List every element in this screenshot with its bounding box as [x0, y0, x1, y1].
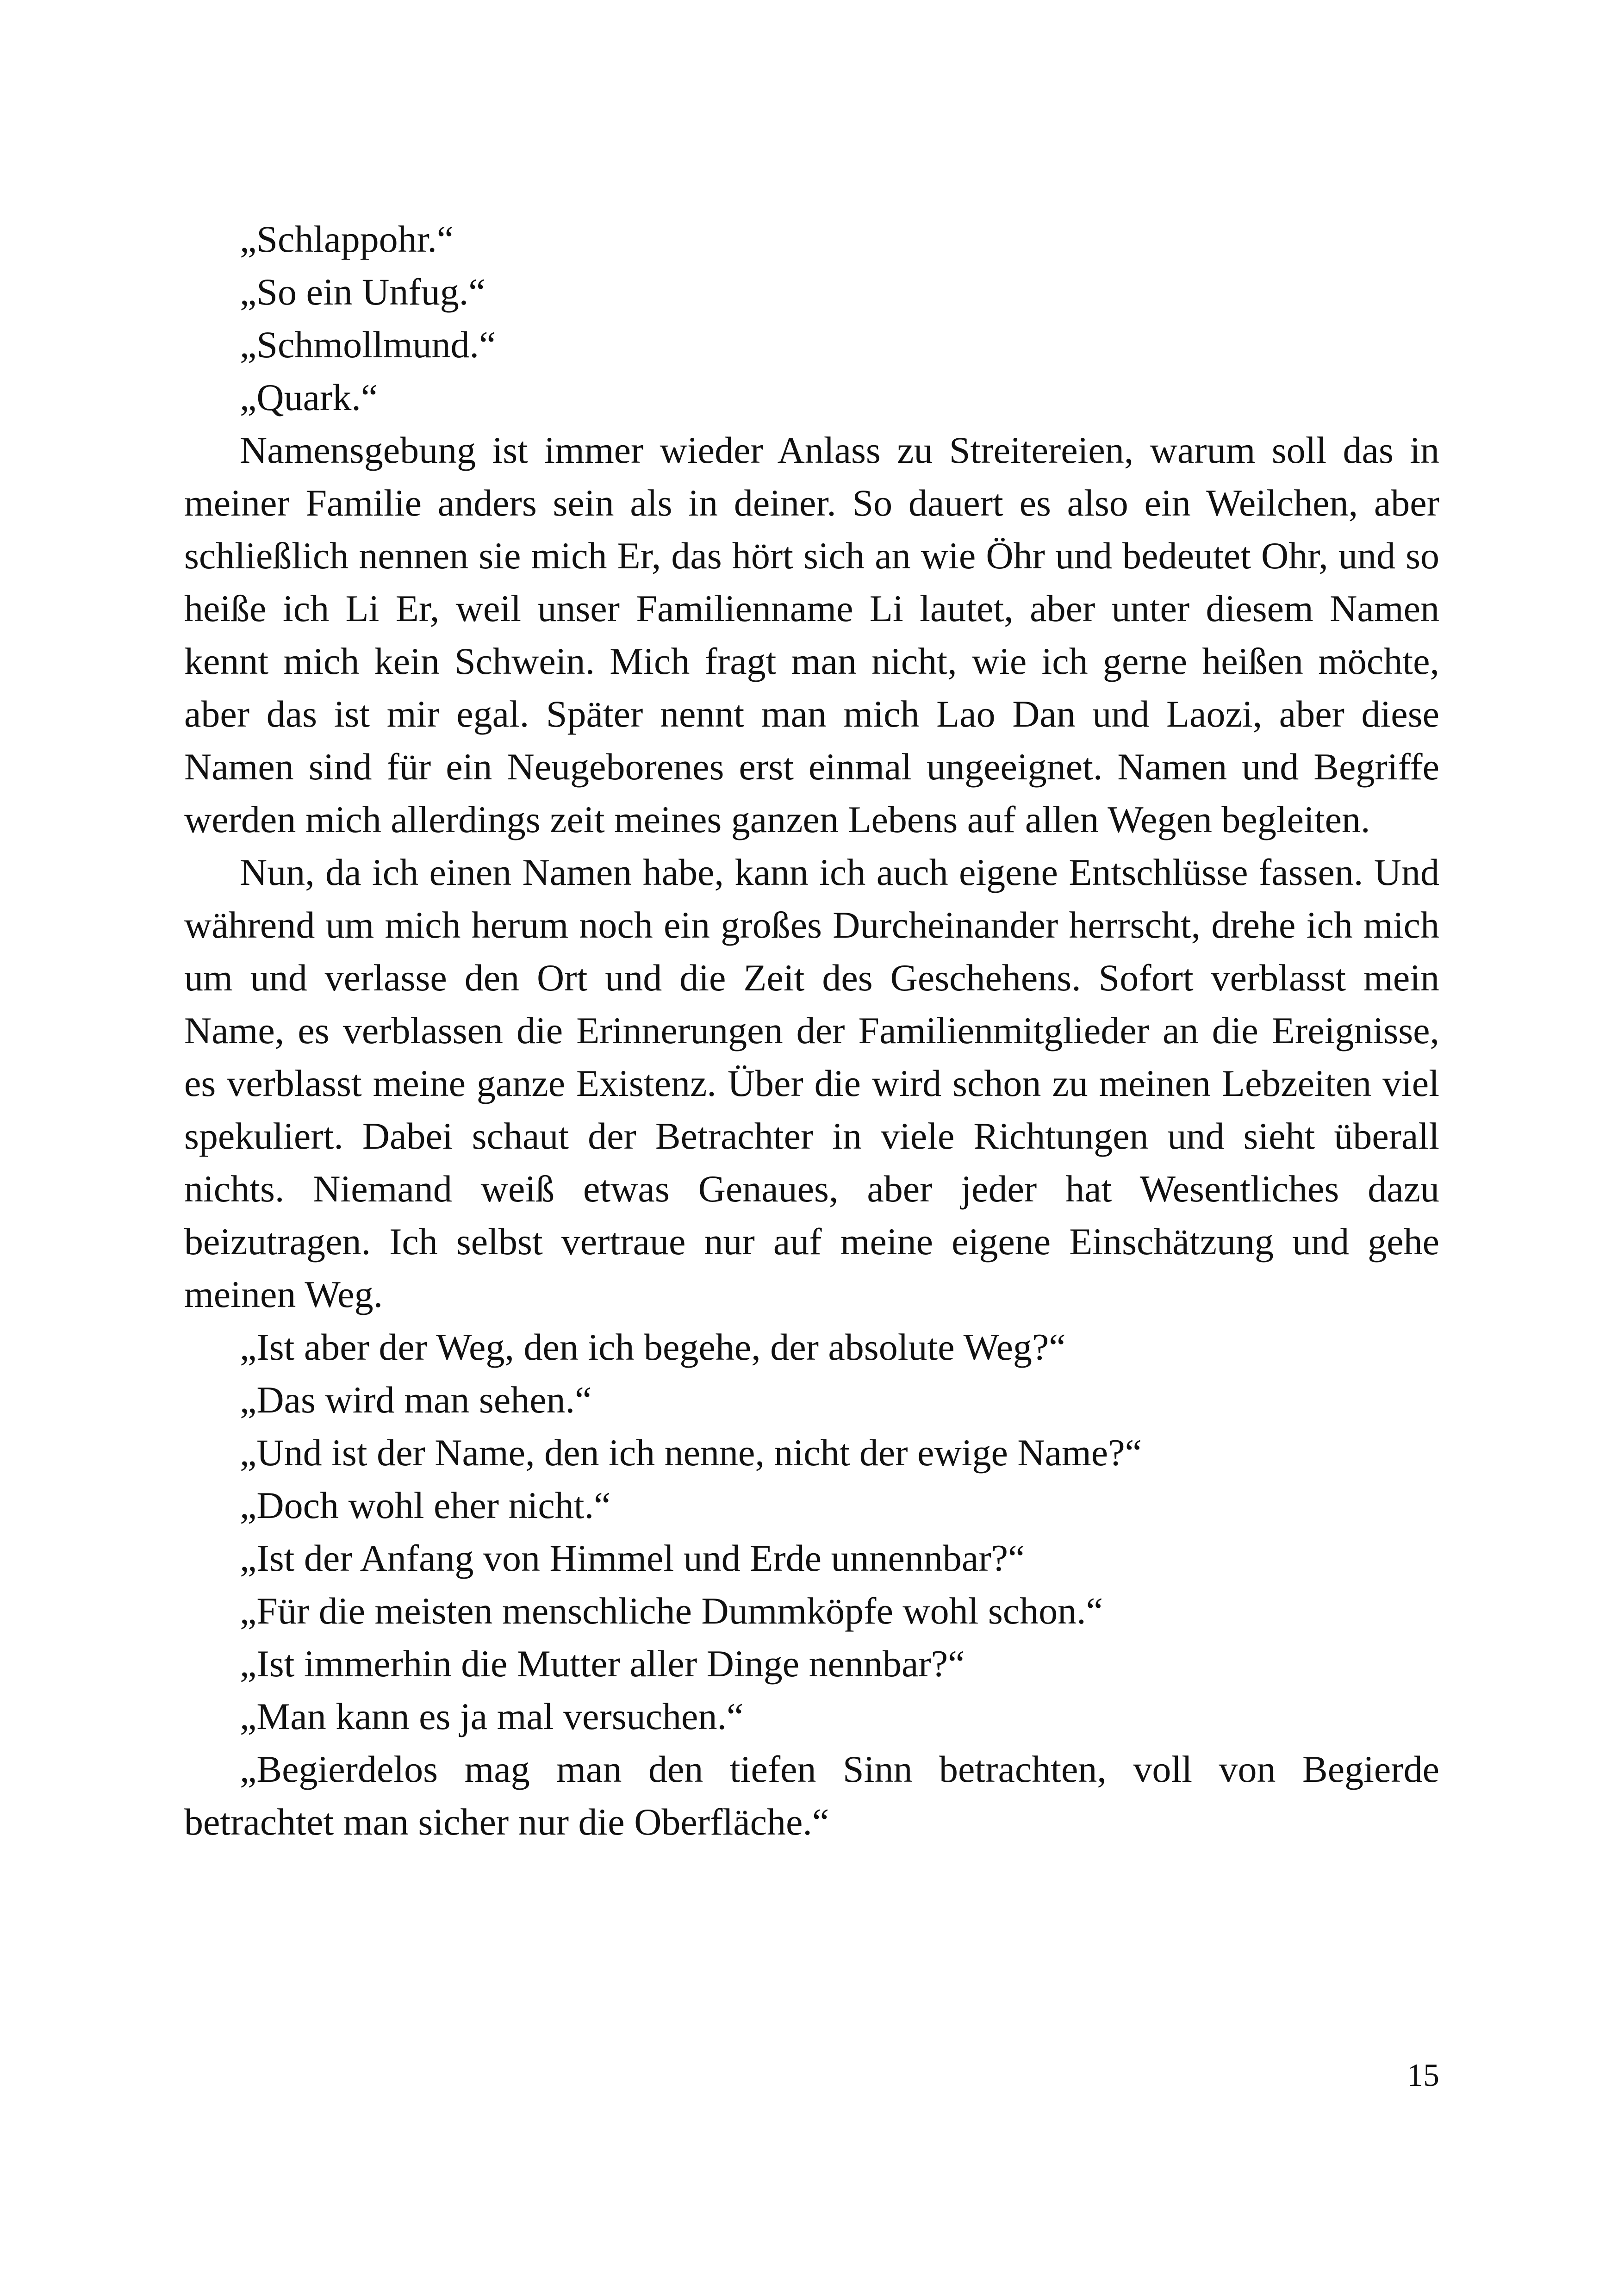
- dialog-line: „Schlappohr.“: [240, 218, 454, 260]
- page-number: 15: [1407, 2058, 1439, 2093]
- paragraph-closing: „Begierdelos mag man den tiefen Sinn betrachten, voll von Begierde betrachtet man sicher nur die Oberfläche.“: [184, 1748, 1439, 1843]
- body-text: [184, 213, 1439, 1848]
- dialog-line: „Und ist der Name, den ich nenne, nicht der ewige Name?“: [240, 1431, 1142, 1474]
- dialog-line: „Doch wohl eher nicht.“: [240, 1484, 611, 1526]
- dialog-line: „Ist aber der Weg, den ich begehe, der absolute Weg?“: [240, 1326, 1066, 1368]
- dialog-line: „So ein Unfug.“: [240, 271, 485, 313]
- paragraph-naming: Namensgebung ist immer wieder Anlass zu Streitereien, warum soll das in meiner Familie anders sein als in deiner. So dauert es also ein Weilchen, aber schließlich nennen sie mich Er, das hört sich an wie Öhr und bedeutet Ohr, und so heiße ich Li Er, weil unser Familienname Li lautet, aber unter diesem Namen kennt mich kein Schwein. Mich fragt man nicht, wie ich gerne heißen möchte, aber das ist mir egal. Später nennt man mich Lao Dan und Laozi, aber diese Namen sind für ein Neugeborenes erst einmal ungeeignet. Namen und Begriffe werden mich allerdings zeit meines ganzen Lebens auf allen Wegen begleiten.: [184, 429, 1439, 840]
- paragraph-decision: Nun, da ich einen Namen habe, kann ich auch eigene Entschlüsse fassen. Und während um mich herum noch ein großes Durcheinander herrscht, drehe ich mich um und verlasse den Ort und die Zeit des Geschehens. Sofort verblasst mein Name, es verblassen die Erinnerungen der Familienmitglieder an die Ereignisse, es verblasst meine ganze Existenz. Über die wird schon zu meinen Lebzeiten viel spekuliert. Dabei schaut der Betrachter in viele Richtungen und sieht überall nichts. Niemand weiß etwas Genaues, aber jeder hat Wesentliches dazu beizutragen. Ich selbst vertraue nur auf meine eigene Einschätzung und gehe meinen Weg.: [184, 851, 1439, 1315]
- dialog-line: „Ist der Anfang von Himmel und Erde unnennbar?“: [240, 1537, 1025, 1579]
- dialog-line: „Quark.“: [240, 376, 378, 418]
- dialog-line: „Ist immerhin die Mutter aller Dinge nennbar?“: [240, 1643, 965, 1685]
- dialog-line: „Man kann es ja mal versuchen.“: [240, 1695, 744, 1737]
- dialog-line: „Das wird man sehen.“: [240, 1379, 592, 1421]
- dialog-line: „Schmollmund.“: [240, 324, 496, 366]
- dialog-line: „Für die meisten menschliche Dummköpfe wohl schon.“: [240, 1590, 1103, 1632]
